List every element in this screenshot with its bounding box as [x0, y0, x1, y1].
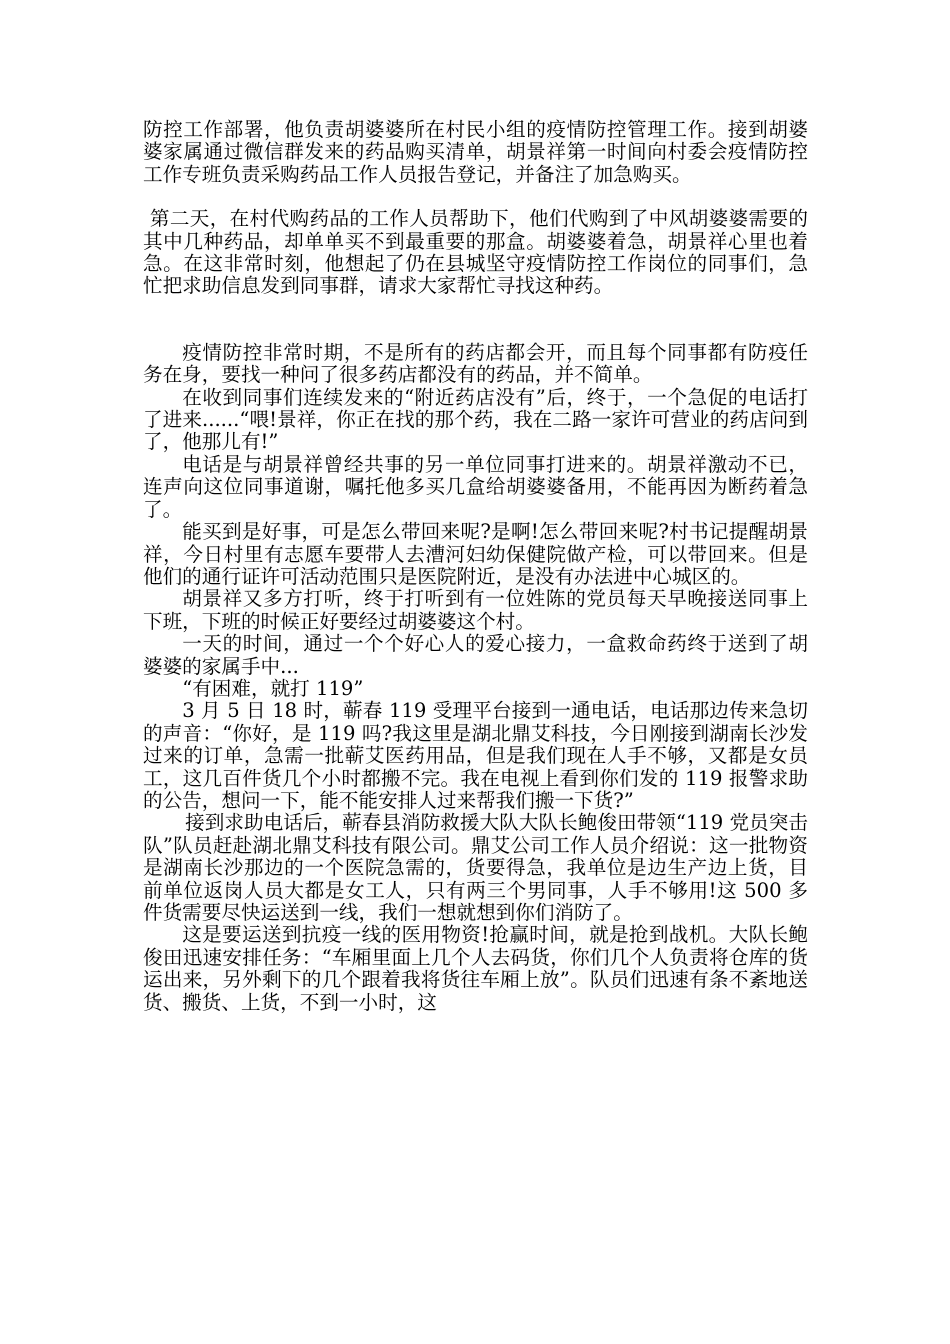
paragraph-5: 电话是与胡景祥曾经共事的另一单位同事打进来的。胡景祥激动不已，连声向这位同事道谢，嘱托他多买几盒给胡婆婆备用，不能再因为断药着急了。	[143, 452, 808, 521]
subheading: “有困难，就打 119”	[182, 676, 364, 700]
paragraph-7: 胡景祥又多方打听，终于打听到有一位姓陈的党员每天早晚接送同事上下班，下班的时候正好要经过胡婆婆这个村。	[143, 587, 808, 633]
document-page	[143, 119, 808, 1014]
paragraph-4: 在收到同事们连续发来的“附近药店没有”后，终于，一个急促的电话打了进来......“喂!景祥，你正在找的那个药，我在二路一家许可营业的药店问到了，他那儿有!”	[143, 385, 808, 454]
paragraph-11: 接到求助电话后，蕲春县消防救援大队大队长鲍俊田带领“119 党员突击队”队员赶赴湖北鼎艾科技有限公司。鼎艾公司工作人员介绍说：这一批物资是湖南长沙那边的一个医院急需的，货要得急，我单位是边生产边上货，目前单位返岗人员大都是女工人，只有两三个男同事，人手不够用!这 500 多件货需要尽快运送到一线，我们一想就想到你们消防了。	[143, 811, 808, 924]
paragraph-10: 3 月 5 日 18 时，蕲春 119 受理平台接到一通电话，电话那边传来急切的声音：“你好，是 119 吗?我这里是湖北鼎艾科技，今日刚接到湖南长沙发过来的订单，急需一批蕲艾医药用品，但是我们现在人手不够，又都是女员工，这几百件货几个小时都搬不完。我在电视上看到你们发的 119 报警求助的公告，想问一下，能不能安排人过来帮我们搬一下货?”	[143, 699, 808, 812]
paragraph-2: 第二天，在村代购药品的工作人员帮助下，他们代购到了中风胡婆婆需要的其中几种药品，却单单买不到最重要的那盒。胡婆婆着急，胡景祥心里也着急。在这非常时刻，他想起了仍在县城坚守疫情防控工作岗位的同事们，急忙把求助信息发到同事群，请求大家帮忙寻找这种药。	[143, 207, 808, 298]
paragraph-3: 疫情防控非常时期，不是所有的药店都会开，而且每个同事都有防疫任务在身，要找一种问了很多药店都没有的药品，并不简单。	[143, 340, 808, 387]
paragraph-6: 能买到是好事，可是怎么带回来呢?是啊!怎么带回来呢?村书记提醒胡景祥，今日村里有志愿车要带人去漕河妇幼保健院做产检，可以带回来。但是他们的通行证许可活动范围只是医院附近，是没有办法进中心城区的。	[143, 520, 808, 588]
paragraph-8: 一天的时间，通过一个个好心人的爱心接力，一盒救命药终于送到了胡婆婆的家属手中...	[143, 632, 808, 678]
paragraph-1: 防控工作部署，他负责胡婆婆所在村民小组的疫情防控管理工作。接到胡婆婆家属通过微信群发来的药品购买清单，胡景祥第一时间向村委会疫情防控工作专班负责采购药品工作人员报告登记，并备注了加急购买。	[143, 118, 808, 186]
paragraph-12: 这是要运送到抗疫一线的医用物资!抢赢时间，就是抢到战机。大队长鲍俊田迅速安排任务：“车厢里面上几个人去码货，你们几个人负责将仓库的货运出来，另外剩下的几个跟着我将货往车厢上放”。队员们迅速有条不紊地送货、搬货、上货，不到一小时，这	[143, 923, 808, 1014]
